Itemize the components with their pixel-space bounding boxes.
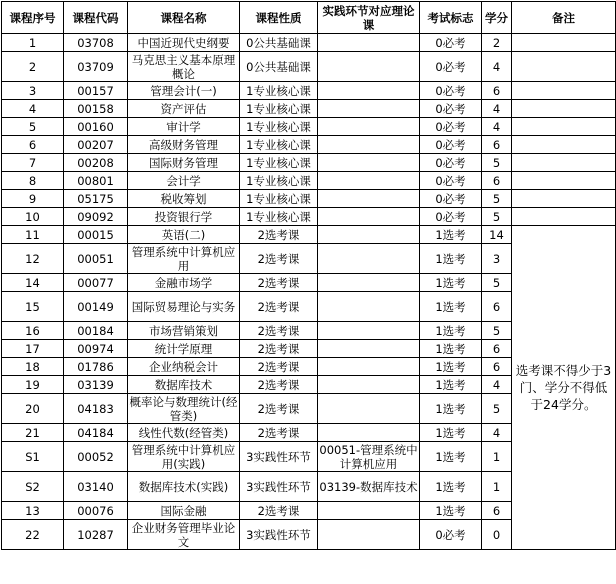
course-name: 数据库技术(实践): [128, 472, 240, 502]
course-nature: 2选考课: [240, 376, 318, 394]
course-name: 数据库技术: [128, 376, 240, 394]
exam-flag: 1选考: [420, 376, 482, 394]
course-no: 21: [2, 424, 64, 442]
course-nature: 1专业核心课: [240, 190, 318, 208]
exam-flag: 0必考: [420, 118, 482, 136]
course-no: 3: [2, 82, 64, 100]
course-nature: 2选考课: [240, 424, 318, 442]
exam-flag: 0必考: [420, 34, 482, 52]
course-code: 05175: [64, 190, 128, 208]
course-code: 03140: [64, 472, 128, 502]
exam-flag: 0必考: [420, 100, 482, 118]
practice-theory: [318, 502, 420, 520]
remark-empty: [512, 154, 616, 172]
course-code: 00157: [64, 82, 128, 100]
credit: 5: [482, 154, 512, 172]
course-no: 10: [2, 208, 64, 226]
course-code: 00149: [64, 292, 128, 322]
practice-theory: [318, 154, 420, 172]
course-no: 17: [2, 340, 64, 358]
course-code: 04183: [64, 394, 128, 424]
table-row: [2, 226, 616, 244]
course-no: 14: [2, 274, 64, 292]
course-no: 12: [2, 244, 64, 274]
table-row: [2, 154, 616, 172]
credit: 6: [482, 358, 512, 376]
remark-empty: [512, 52, 616, 82]
course-nature: 2选考课: [240, 322, 318, 340]
header-course-name: 课程名称: [128, 2, 240, 34]
credit: 6: [482, 340, 512, 358]
header-course-nature: 课程性质: [240, 2, 318, 34]
credit: 5: [482, 274, 512, 292]
credit: 5: [482, 190, 512, 208]
practice-theory: 00051-管理系统中计算机应用: [319, 442, 418, 471]
credit: 5: [482, 208, 512, 226]
course-code: 00160: [64, 118, 128, 136]
credit: 2: [482, 34, 512, 52]
header-remark: 备注: [512, 2, 616, 34]
course-code: 00077: [64, 274, 128, 292]
table-row: [2, 118, 616, 136]
course-nature: 1专业核心课: [240, 172, 318, 190]
table-row: [2, 172, 616, 190]
course-name: 会计学: [128, 172, 240, 190]
course-name: 英语(二): [128, 226, 240, 244]
course-no: 19: [2, 376, 64, 394]
course-name: 市场营销策划: [128, 322, 240, 340]
course-name: 统计学原理: [128, 340, 240, 358]
course-code: 00207: [64, 136, 128, 154]
exam-flag: 1选考: [420, 226, 482, 244]
table-row: [2, 52, 616, 82]
exam-flag: 1选考: [420, 322, 482, 340]
practice-theory: [318, 292, 420, 322]
course-code: 00052: [64, 442, 128, 472]
exam-flag: 0必考: [420, 208, 482, 226]
course-code: 10287: [64, 520, 128, 550]
course-name: 管理系统中计算机应用(实践): [128, 442, 240, 472]
course-nature: 1专业核心课: [240, 100, 318, 118]
remark-empty: [512, 82, 616, 100]
remark-empty: [512, 100, 616, 118]
exam-flag: 1选考: [420, 358, 482, 376]
course-name: 审计学: [128, 118, 240, 136]
course-no: 7: [2, 154, 64, 172]
course-name: 管理系统中计算机应用: [128, 244, 240, 274]
exam-flag: 1选考: [420, 292, 482, 322]
course-nature: 2选考课: [240, 358, 318, 376]
exam-flag: 0必考: [420, 190, 482, 208]
course-name: 概率论与数理统计(经管类): [129, 394, 238, 423]
course-code: 01786: [64, 358, 128, 376]
remark-empty: [512, 208, 616, 226]
course-code: 03708: [64, 34, 128, 52]
credit: 4: [482, 376, 512, 394]
exam-flag: 0必考: [420, 52, 482, 82]
course-code: 00158: [64, 100, 128, 118]
table-row: [2, 190, 616, 208]
exam-flag: 1选考: [420, 442, 482, 472]
table-row: [2, 34, 616, 52]
course-nature: 2选考课: [240, 394, 318, 424]
practice-theory: [318, 52, 420, 82]
course-code: 00801: [64, 172, 128, 190]
header-exam-flag: 考试标志: [420, 2, 482, 34]
course-name: 投资银行学: [128, 208, 240, 226]
table-row: [2, 82, 616, 100]
course-name: 国际财务管理: [128, 154, 240, 172]
course-code: 00051: [64, 244, 128, 274]
course-nature: 2选考课: [240, 244, 318, 274]
course-no: 16: [2, 322, 64, 340]
course-name: 马克思主义基本原理概论: [128, 52, 240, 82]
credit: 5: [482, 394, 512, 424]
course-no: 18: [2, 358, 64, 376]
practice-theory: [318, 358, 420, 376]
course-code: 00076: [64, 502, 128, 520]
course-no: 5: [2, 118, 64, 136]
course-no: S1: [2, 442, 64, 472]
exam-flag: 1选考: [420, 340, 482, 358]
course-no: 1: [2, 34, 64, 52]
course-table: [1, 1, 616, 550]
credit: 5: [482, 322, 512, 340]
course-name: 中国近现代史纲要: [128, 34, 240, 52]
course-nature: 2选考课: [240, 226, 318, 244]
course-no: 6: [2, 136, 64, 154]
credit: 1: [482, 472, 512, 502]
course-name: 管理会计(一): [128, 82, 240, 100]
course-no: 13: [2, 502, 64, 520]
course-no: 9: [2, 190, 64, 208]
course-no: 15: [2, 292, 64, 322]
credit: 14: [482, 226, 512, 244]
credit: 6: [482, 82, 512, 100]
course-no: 4: [2, 100, 64, 118]
course-code: 00015: [64, 226, 128, 244]
practice-theory: 03139-数据库技术: [318, 472, 420, 502]
course-nature: 2选考课: [240, 340, 318, 358]
table-row: [2, 136, 616, 154]
course-no: 11: [2, 226, 64, 244]
practice-theory: [318, 226, 420, 244]
practice-theory: [318, 190, 420, 208]
course-name: 企业纳税会计: [128, 358, 240, 376]
course-nature: 1专业核心课: [240, 136, 318, 154]
remark-empty: [512, 172, 616, 190]
course-name: 企业财务管理毕业论文: [128, 520, 240, 550]
credit: 0: [482, 520, 512, 550]
course-name: 国际贸易理论与实务: [128, 292, 240, 322]
practice-theory: [318, 100, 420, 118]
course-nature: 1专业核心课: [240, 154, 318, 172]
practice-theory: [318, 322, 420, 340]
course-nature: 1专业核心课: [240, 82, 318, 100]
credit: 3: [482, 244, 512, 274]
practice-theory: [318, 520, 420, 550]
course-nature: 3实践性环节: [240, 442, 318, 472]
header-row: [2, 2, 616, 34]
practice-theory: [318, 136, 420, 154]
course-no: 22: [2, 520, 64, 550]
course-no: 8: [2, 172, 64, 190]
course-name: 高级财务管理: [128, 136, 240, 154]
course-no: S2: [2, 472, 64, 502]
header-course-code: 课程代码: [64, 2, 128, 34]
course-code: 00184: [64, 322, 128, 340]
course-name: 线性代数(经管类): [128, 424, 240, 442]
practice-theory: [318, 244, 420, 274]
course-name: 资产评估: [128, 100, 240, 118]
practice-theory: [318, 340, 420, 358]
exam-flag: 1选考: [420, 274, 482, 292]
course-code: 09092: [64, 208, 128, 226]
exam-flag: 0必考: [420, 82, 482, 100]
course-code: 00974: [64, 340, 128, 358]
course-nature: 2选考课: [240, 292, 318, 322]
course-name: 金融市场学: [128, 274, 240, 292]
course-nature: 2选考课: [240, 502, 318, 520]
credit: 4: [482, 100, 512, 118]
credit: 4: [482, 118, 512, 136]
course-nature: 1专业核心课: [240, 118, 318, 136]
practice-theory: [318, 82, 420, 100]
course-no: 20: [2, 394, 64, 424]
course-no: 2: [2, 52, 64, 82]
credit: 6: [482, 292, 512, 322]
credit: 6: [482, 136, 512, 154]
exam-flag: 0必考: [420, 136, 482, 154]
course-nature: 3实践性环节: [240, 520, 318, 550]
header-credit: 学分: [482, 2, 512, 34]
exam-flag: 0必考: [420, 154, 482, 172]
practice-theory: [318, 172, 420, 190]
course-nature: 1专业核心课: [240, 208, 318, 226]
credit: 4: [482, 424, 512, 442]
header-course-no: 课程序号: [2, 2, 64, 34]
table-row: [2, 208, 616, 226]
exam-flag: 1选考: [420, 424, 482, 442]
exam-flag: 1选考: [420, 244, 482, 274]
exam-flag: 1选考: [420, 472, 482, 502]
exam-flag: 0必考: [420, 172, 482, 190]
credit: 4: [482, 52, 512, 82]
remark-empty: [512, 136, 616, 154]
practice-theory: [318, 274, 420, 292]
course-name: 国际金融: [128, 502, 240, 520]
course-nature: 0公共基础课: [240, 52, 318, 82]
exam-flag: 1选考: [420, 502, 482, 520]
credit: 6: [482, 172, 512, 190]
course-nature: 3实践性环节: [240, 472, 318, 502]
course-nature: 2选考课: [240, 274, 318, 292]
credit: 6: [482, 502, 512, 520]
header-practice-theory: 实践环节对应理论课: [318, 2, 420, 34]
practice-theory: [318, 34, 420, 52]
remark-note: 选考课不得少于3门、学分不得低于24学分。: [512, 226, 616, 550]
practice-theory: [318, 424, 420, 442]
practice-theory: [318, 208, 420, 226]
course-code: 00208: [64, 154, 128, 172]
remark-empty: [512, 190, 616, 208]
course-name: 税收筹划: [128, 190, 240, 208]
practice-theory: [318, 118, 420, 136]
remark-empty: [512, 34, 616, 52]
credit: 1: [482, 442, 512, 472]
course-code: 04184: [64, 424, 128, 442]
exam-flag: 1选考: [420, 394, 482, 424]
course-nature: 0公共基础课: [240, 34, 318, 52]
practice-theory: [318, 376, 420, 394]
exam-flag: 0必考: [420, 520, 482, 550]
remark-empty: [512, 118, 616, 136]
practice-theory: [318, 394, 420, 424]
table-row: [2, 100, 616, 118]
course-code: 03709: [64, 52, 128, 82]
course-code: 03139: [64, 376, 128, 394]
